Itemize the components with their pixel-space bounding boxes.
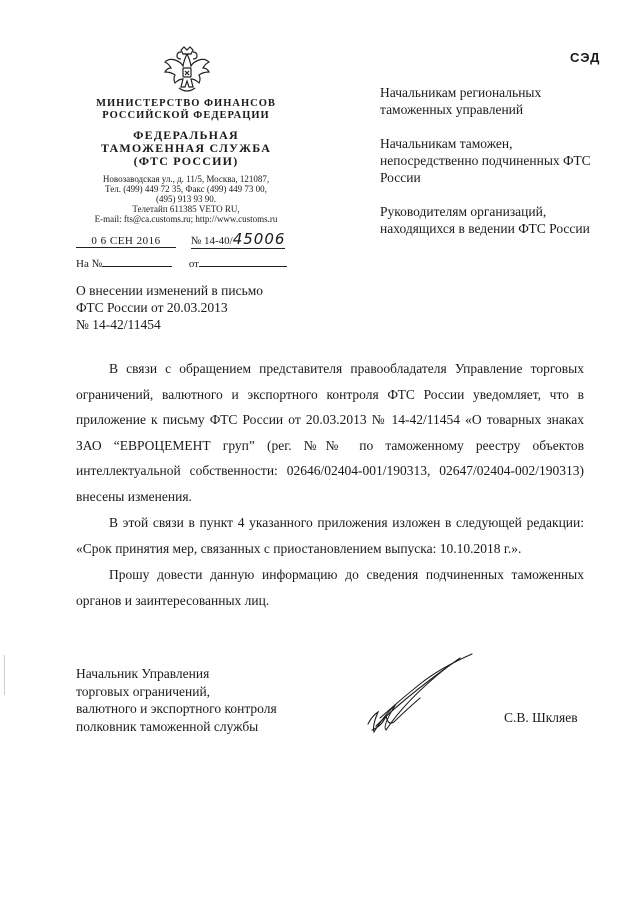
reference-label: На № bbox=[76, 258, 103, 270]
ministry-line: РОССИЙСКОЙ ФЕДЕРАЦИИ bbox=[102, 110, 270, 121]
recipient-item: Руководителям организаций, находящихся в ведении ФТС России bbox=[380, 204, 590, 236]
signatory-line: Начальник Управления bbox=[76, 666, 210, 681]
recipient-item: Начальникам региональных таможенных управлений bbox=[380, 85, 542, 117]
recipients-block bbox=[380, 84, 610, 254]
registration-number-handwritten: 45006 bbox=[232, 230, 286, 248]
service-block bbox=[70, 129, 302, 168]
ministry-block bbox=[70, 98, 302, 122]
phone-line: Тел. (499) 449 72 35, Факс (499) 449 73 00, bbox=[105, 184, 267, 194]
signatory-line: торговых ограничений, bbox=[76, 683, 211, 699]
body-paragraph: В этой связи в пункт 4 указанного приложения изложен в следующей редакции: «Срок принятия мер, связанных с приостановлением выпуска: 10.10.2018 г.». bbox=[76, 515, 584, 556]
service-line: ФЕДЕРАЛЬНАЯ bbox=[133, 128, 239, 142]
sed-stamp: СЭД bbox=[570, 50, 601, 65]
email-line: E-mail: fts@ca.customs.ru; http://www.customs.ru bbox=[94, 214, 278, 224]
reference-from-label: от bbox=[188, 258, 199, 270]
recipient-item: Начальникам таможен, непосредственно подчиненных ФТС России bbox=[380, 136, 591, 185]
coat-of-arms-icon bbox=[163, 44, 211, 96]
letter-body bbox=[76, 356, 584, 613]
service-line: (ФТС РОССИИ) bbox=[133, 154, 239, 168]
signature-icon bbox=[350, 646, 490, 746]
ministry-line: МИНИСТЕРСТВО ФИНАНСОВ bbox=[96, 98, 276, 109]
subject-line: О внесении изменений в письмо bbox=[76, 283, 264, 298]
body-paragraph: Прошу довести данную информацию до сведения подчиненных таможенных органов и заинтересованных лиц. bbox=[76, 567, 584, 608]
address-line: Новозаводская ул., д. 11/5, Москва, 121087, bbox=[102, 174, 270, 184]
service-line: ТАМОЖЕННАЯ СЛУЖБА bbox=[100, 141, 272, 155]
teletype-line: Телетайп 611385 VETO RU, bbox=[132, 204, 240, 214]
signatory-title bbox=[76, 665, 336, 735]
registration-number-prefix: № 14-40/ bbox=[190, 235, 233, 247]
reference-number-blank bbox=[102, 256, 172, 267]
signatory-name: С.В. Шкляев bbox=[504, 710, 578, 725]
reference-line bbox=[76, 256, 287, 270]
signatory-line: валютного и экспортного контроля bbox=[76, 701, 277, 716]
reference-date-blank bbox=[199, 256, 287, 267]
subject-line: № 14-42/11454 bbox=[76, 317, 161, 332]
letter-subject bbox=[76, 282, 326, 333]
signatory-line: полковник таможенной службы bbox=[76, 718, 259, 734]
registration-line bbox=[76, 230, 285, 249]
phone-line: (495) 913 93 90. bbox=[156, 194, 216, 204]
sender-contacts bbox=[70, 174, 302, 224]
body-paragraph: В связи с обращением представителя правообладателя Управление торговых ограничений, валютного и экспортного контроля ФТС России уведомляет, что в приложение к письму ФТС России от 20.03.2013 № 14-42/11454 «О товарных знаках ЗАО “ЕВРОЦЕМЕНТ груп” (рег. №№ по таможенному реестру объектов интеллектуальной собственности: 02646/02404-001/190313, 02647/02404-002/190313) внесены изменения. bbox=[76, 361, 584, 504]
scan-edge-mark bbox=[4, 655, 5, 695]
registration-date: 0 6 СЕН 2016 bbox=[76, 235, 176, 248]
subject-line: ФТС России от 20.03.2013 bbox=[76, 300, 228, 315]
registration-number bbox=[191, 230, 286, 249]
